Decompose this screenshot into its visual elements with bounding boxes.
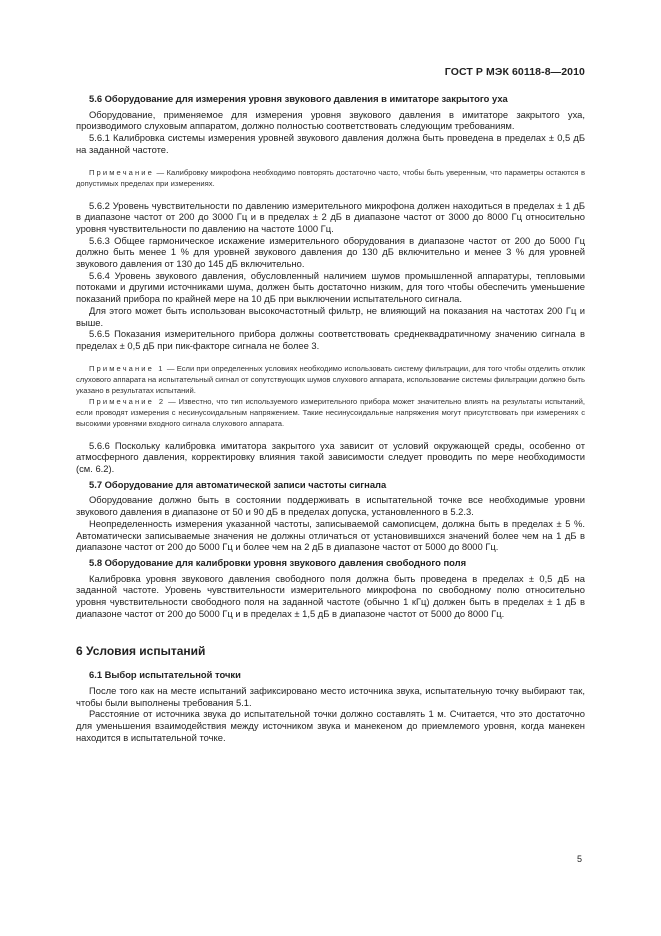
note-2 [76,396,585,429]
note-text: — Калибровку микрофона необходимо повторять достаточно часто, чтобы быть уверенным, что параметры остаются в допустимых пределах при измерениях. [76,167,585,188]
note [76,167,585,189]
paragraph: После того как на месте испытаний зафиксировано место источника звука, испытательную точку выбирают так, чтобы были выполнены требования 5.1. [76,684,585,708]
paragraph: Оборудование, применяемое для измерения уровня звукового давления в имитаторе закрытого уха, производимого слуховым аппаратом, должно полностью соответствовать следующим требованиям. [76,108,585,132]
paragraph-5-6-3: 5.6.3 Общее гармоническое искажение измерительного оборудования в диапазоне частот от 200 до 5000 Гц должно быть менее 1 % для уровней звукового давления до 130 дБ включительно и менее 3 % для уровней звукового давления от 130 до 145 дБ включительно. [76,234,585,270]
page-number: 5 [576,854,582,864]
section-5-7-title: 5.7 Оборудование для автоматической записи частоты сигнала [89,478,387,490]
paragraph-5-6-4: 5.6.4 Уровень звукового давления, обусловленный наличием шумов промышленной аппаратуры, тепловыми потоками и другими источниками шума, должен быть достаточно низким, для того чтобы обеспечить уменьшение показаний прибора по крайней мере на 10 дБ при выключении испытательного сигнала. [76,269,585,305]
section-5-6-title: 5.6 Оборудование для измерения уровня звукового давления в имитаторе закрытого уха [89,93,508,104]
paragraph: Неопределенность измерения указанной частоты, записываемой самописцем, должна быть в пределах ± 5 %. Автоматически записываемые значения не должны отличаться от установившихся значений более чем на 1 дБ в диапазоне частот от 200 до 5000 Гц и более чем на 2 дБ в диапазоне частот от 5000 до 8000 Гц. [76,517,585,553]
section-6-1-title: 6.1 Выбор испытательной точки [89,669,241,681]
section-5-8-title: 5.8 Оборудование для калибровки уровня звукового давления свободного поля [89,556,467,568]
document-body [76,93,585,743]
note-1 [76,363,585,396]
paragraph-5-6-2: 5.6.2 Уровень чувствительности по давлению измерительного микрофона должен находиться в пределах ± 1 дБ в диапазоне частот от 200 до 3000 Гц и в пределах ± 2 дБ в диапазоне частот от 3000 до 8000 Гц относительно уровня чувствительности по давлению на частоте 1000 Гц. [76,199,585,234]
note-text: — Известно, что тип используемого измерительного прибора может значительно влиять на результаты испытаний, если проводят измерения с несинусоидальным напряжением. Такие несинусоидальные напряжения могут присутствовать при измерениях с высокими уровнями входного сигнала слухового аппарата. [76,396,585,428]
paragraph-5-6-6: 5.6.6 Поскольку калибровка имитатора закрытого уха зависит от условий окружающей среды, особенно от атмосферного давления, корректировку влияния такой зависимости следует проводить по мере необходимости (см. 6.2). [76,439,585,475]
document-id: ГОСТ Р МЭК 60118-8—2010 [444,66,585,78]
paragraph: Для этого может быть использован высокочастотный фильтр, не влияющий на показания на частотах 200 Гц и выше. [76,304,585,328]
note-text: — Если при определенных условиях необходимо использовать систему фильтрации, для того чтобы отделить отклик слухового аппарата на испытательный сигнал от сопутствующих шумов слухового аппарата, использование системы фильтрации должно быть указано в результатах испытаний. [76,363,586,395]
note-label: Примечание 1 [89,363,165,373]
paragraph: Оборудование должно быть в состоянии поддерживать в испытательной точке все необходимые уровни звукового давления в диапазоне от 50 и 90 дБ в пределах допуска, установленного в 5.2.3. [76,494,585,518]
paragraph: Расстояние от источника звука до испытательной точки должно составлять 1 м. Считается, что это достаточно для уменьшения взаимодействия между источником звука и манекеном до приемлемого уровня, когда манекен находится в испытательной точке. [76,708,585,743]
paragraph-5-6-5: 5.6.5 Показания измерительного прибора должны соответствовать среднеквадратичному значению сигнала в пределах ± 0,5 дБ при пик-факторе сигнала не более 3. [76,328,585,351]
section-6-title: 6 Условия испытаний [76,643,206,658]
note-label: Примечание 2 [89,396,166,406]
paragraph-5-6-1: 5.6.1 Калибровка системы измерения уровней звукового давления должна быть проведена в пределах ± 0,5 дБ на заданной частоте. [76,132,585,155]
paragraph: Калибровка уровня звукового давления свободного поля должна быть проведена в пределах ± 0,5 дБ на заданной частоте. Уровень чувствительности измерительного микрофона по свободному полю относительно уровня чувствительности свободного поля на заданной частоте (обычно 1 кГц) должен быть в пределах ± 1 дБ в диапазоне частот от 200 до 5000 Гц и в пределах ± 1,5 дБ в диапазоне частот от 5000 до 8000 Гц. [76,572,585,619]
note-label: Примечание [89,167,154,177]
